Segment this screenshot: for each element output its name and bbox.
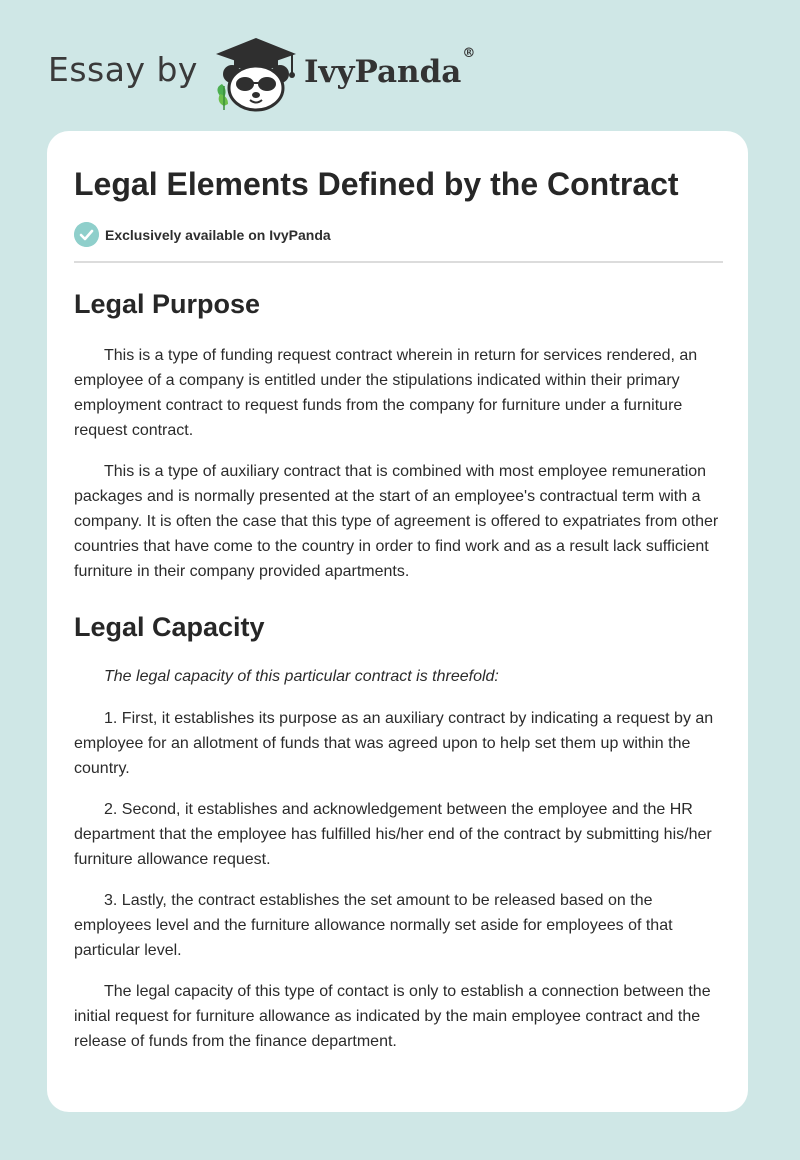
trademark-symbol: ® xyxy=(462,45,476,61)
paragraph: This is a type of auxiliary contract that is combined with most employee remuneration packages and is normally presented at the start of an employee's contractual term with a company. It is often the case that this type of agreement is offered to expatriates from other countries that have come to the country in order to find work and as a result lack sufficient furniture in their company provided apartments. xyxy=(74,463,719,580)
site-header xyxy=(48,34,475,114)
essay-by-label: Essay by xyxy=(48,49,198,89)
check-circle-icon xyxy=(74,222,99,247)
essay-body xyxy=(74,277,726,1070)
paragraph: The legal capacity of this type of contact is only to establish a connection between the initial request for furniture allowance as indicated by the main employee contract and the release of funds from the finance department. xyxy=(74,983,711,1050)
list-item-paragraph: 3. Lastly, the contract establishes the set amount to be released based on the employees level and the furniture allowance normally set aside for employees of that particular level. xyxy=(74,892,673,959)
section-heading-legal-capacity: Legal Capacity xyxy=(74,612,265,642)
brand-name[interactable] xyxy=(303,45,476,90)
exclusive-badge-text: Exclusively available on IvyPanda xyxy=(105,226,331,243)
list-item-paragraph: 2. Second, it establishes and acknowledgement between the employee and the HR department that the employee has fulfilled his/her end of the contract by submitting his/her furniture allowance request. xyxy=(74,801,712,868)
section-heading-legal-purpose: Legal Purpose xyxy=(74,289,261,319)
exclusive-badge xyxy=(74,222,331,247)
section-intro: The legal capacity of this particular contract is threefold: xyxy=(104,668,499,685)
title-divider xyxy=(74,261,723,263)
panda-graduate-logo-icon[interactable] xyxy=(212,34,300,114)
brand-name-text: IvyPanda xyxy=(303,54,462,90)
list-item-paragraph: 1. First, it establishes its purpose as an auxiliary contract by indicating a request by an employee for an allotment of funds that was agreed upon to help set them up within the country. xyxy=(74,710,714,777)
page-title: Legal Elements Defined by the Contract xyxy=(74,166,679,202)
essay-card xyxy=(47,131,748,1112)
paragraph: This is a type of funding request contract wherein in return for services rendered, an employee of a company is entitled under the stipulations indicated within their primary employment contract to request funds from the company for furniture under a furniture request contract. xyxy=(74,347,698,439)
